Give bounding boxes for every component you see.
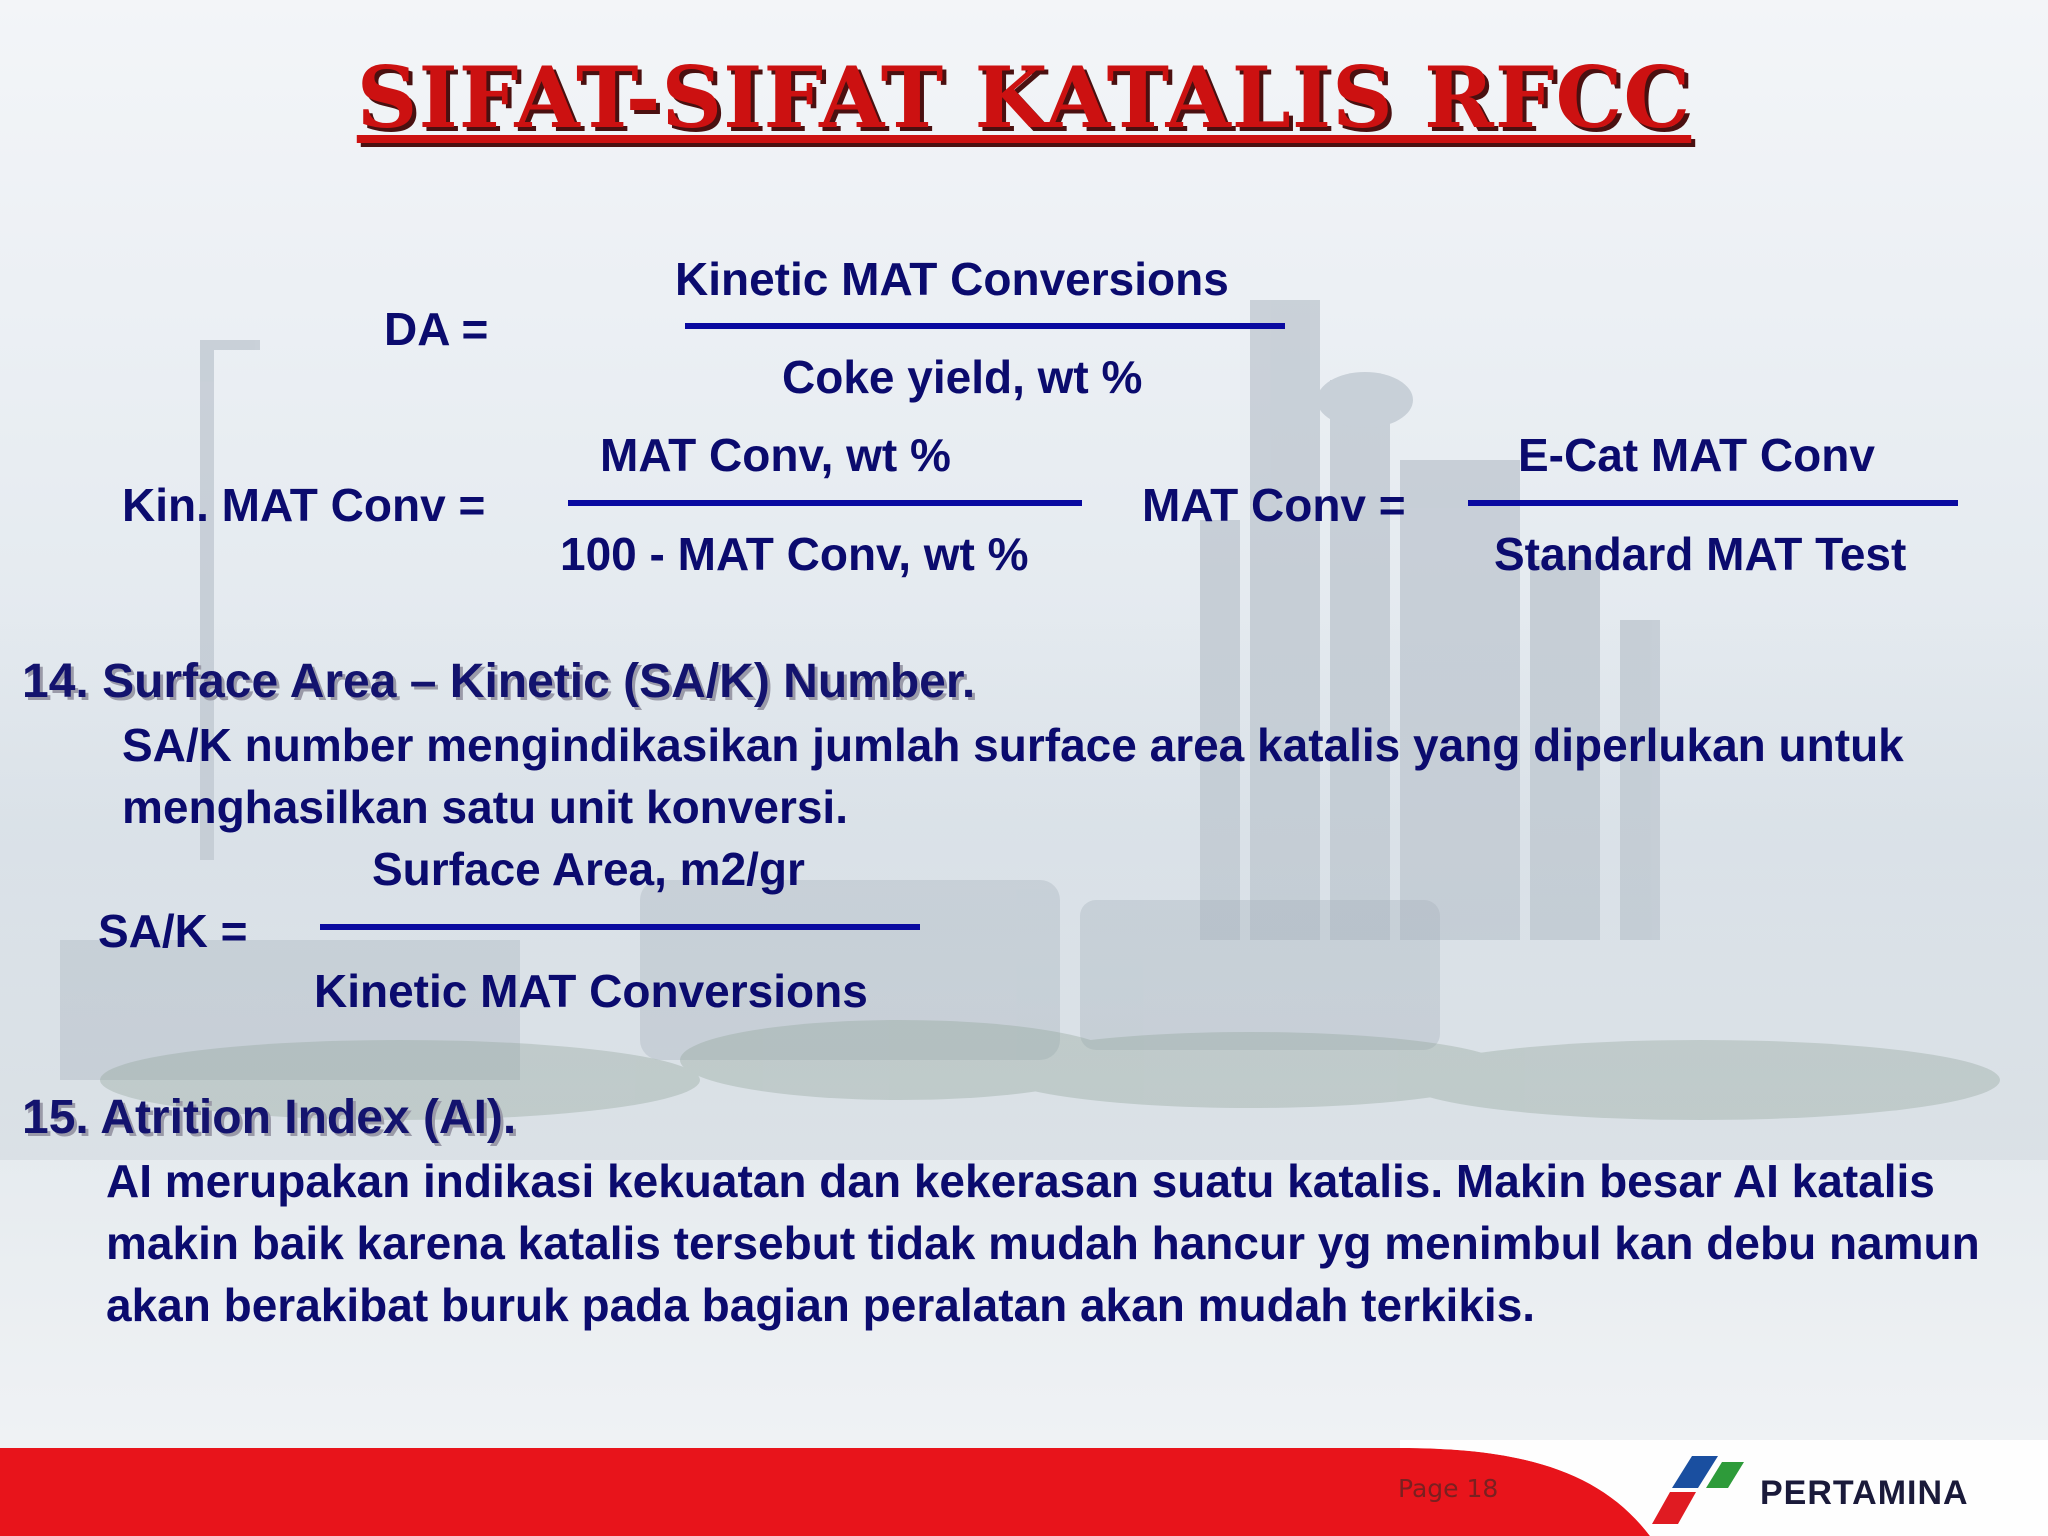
pertamina-brand-name: PERTAMINA bbox=[1760, 1474, 1969, 1512]
sak-formula-numerator: Surface Area, m2/gr bbox=[372, 843, 805, 895]
section-14-heading: 14. Surface Area – Kinetic (SA/K) Number. bbox=[22, 655, 976, 708]
page-number: Page 18 bbox=[1398, 1474, 1499, 1503]
section-14-body: SA/K number mengindikasikan jumlah surface area katalis yang diperlukan untuk menghasilkan satu unit konversi. bbox=[122, 719, 1904, 833]
mat-conv-denominator: Standard MAT Test bbox=[1494, 528, 1907, 580]
sak-fraction-bar bbox=[320, 924, 920, 930]
kin-mat-conv-denominator: 100 - MAT Conv, wt % bbox=[560, 528, 1029, 580]
mat-conv-numerator: E-Cat MAT Conv bbox=[1518, 429, 1875, 481]
da-fraction-bar bbox=[685, 323, 1285, 329]
kin-mat-conv-fraction-bar bbox=[568, 500, 1082, 506]
mat-conv-fraction-bar bbox=[1468, 500, 1958, 506]
page-title: SIFAT-SIFAT KATALIS RFCC bbox=[356, 48, 1692, 147]
pertamina-logo-icon bbox=[1648, 1452, 1758, 1528]
sak-formula-denominator: Kinetic MAT Conversions bbox=[314, 965, 868, 1017]
kin-mat-conv-numerator: MAT Conv, wt % bbox=[600, 429, 951, 481]
section-15-body: AI merupakan indikasi kekuatan dan kekerasan suatu katalis. Makin besar AI katalis makin baik karena katalis tersebut tidak mudah hancur yg menimbul kan debu namun akan berakibat buruk pada bagian peralatan akan mudah terkikis. bbox=[106, 1155, 1980, 1331]
da-formula-numerator: Kinetic MAT Conversions bbox=[675, 253, 1229, 305]
section-15-heading: 15. Atrition Index (AI). bbox=[22, 1091, 517, 1144]
kin-mat-conv-label: Kin. MAT Conv = bbox=[122, 479, 486, 531]
da-formula-label: DA = bbox=[384, 303, 489, 355]
da-formula-denominator: Coke yield, wt % bbox=[782, 351, 1143, 403]
mat-conv-label: MAT Conv = bbox=[1142, 479, 1406, 531]
sak-formula-label: SA/K = bbox=[98, 905, 248, 957]
